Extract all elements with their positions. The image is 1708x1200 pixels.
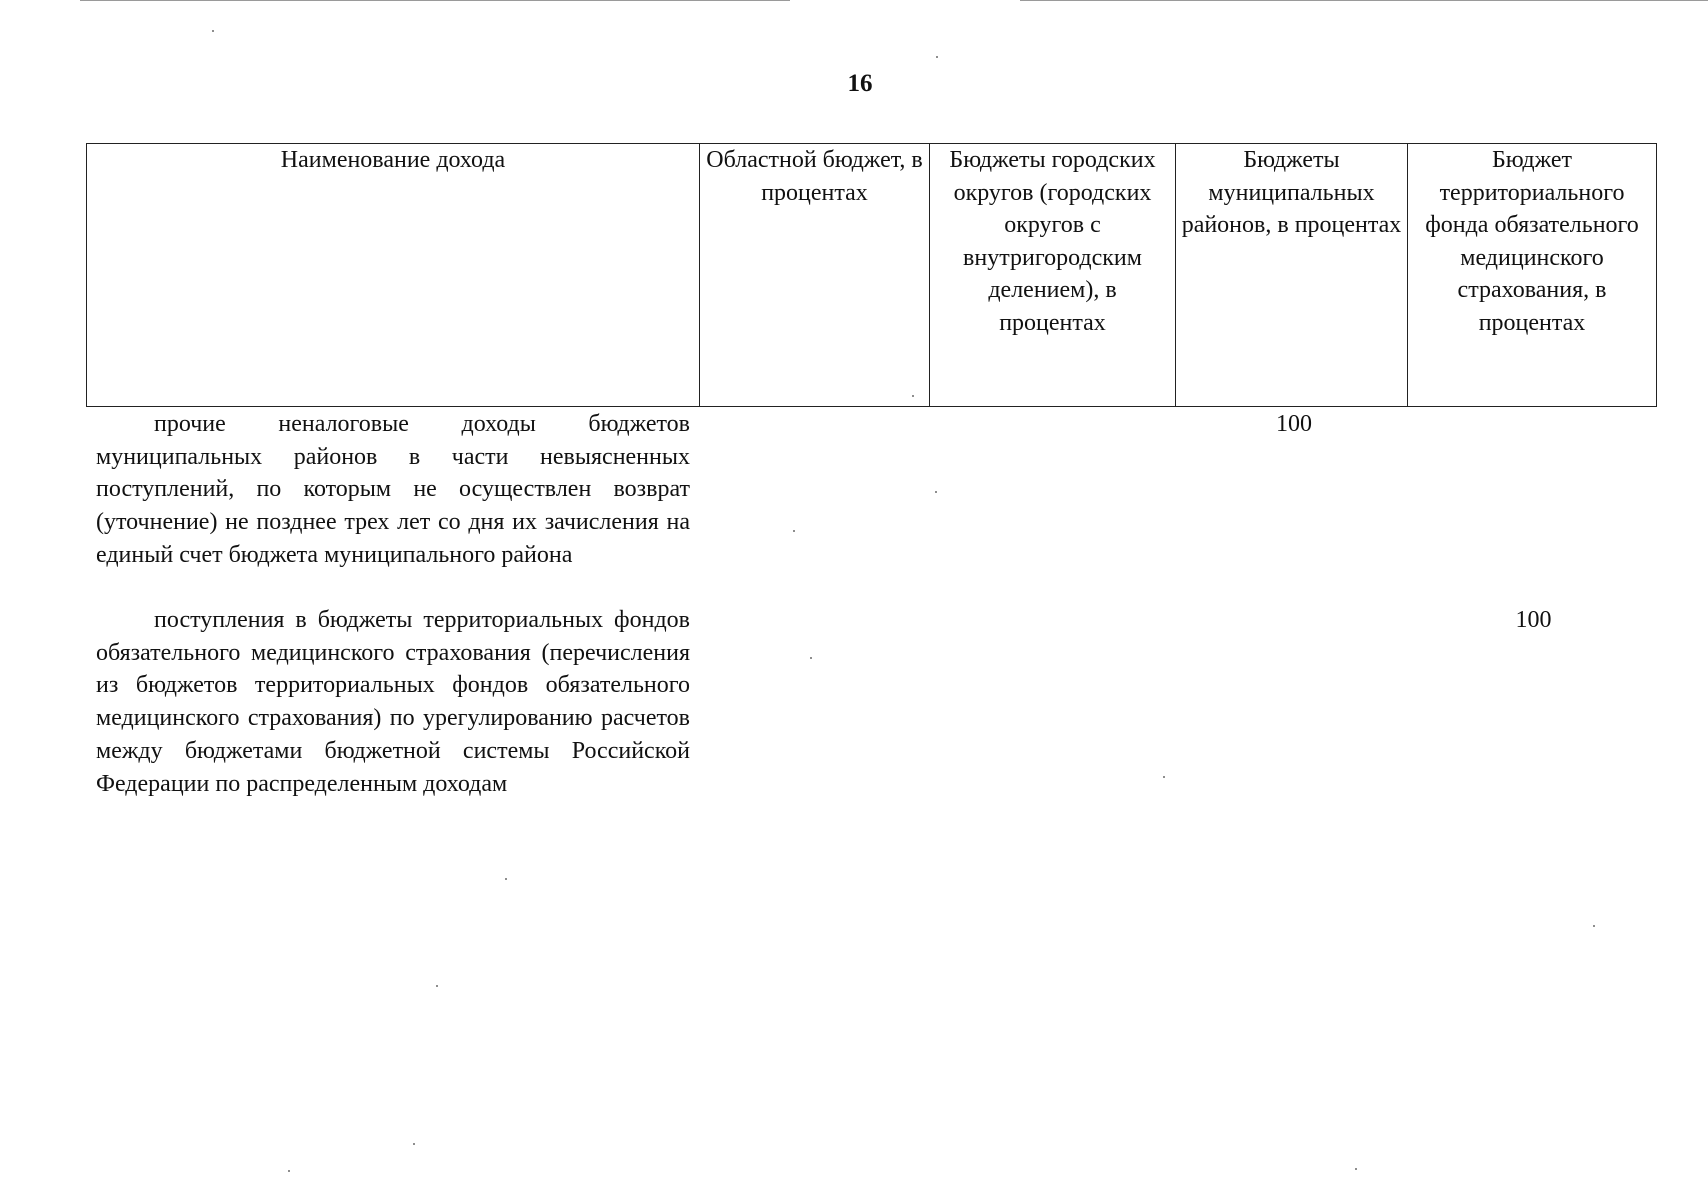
income-table-header: [86, 143, 1657, 407]
income-row-name: поступления в бюджеты территориальных фондов обязательного медицинского страхования (перечисления из бюджетов территориальных фондов обязательного медицинского страхования) по урегулированию расчетов между бюджетами бюджетной системы Российской Федерации по распределенным доходам: [96, 607, 690, 797]
header-regional-budget: Областной бюджет, в процентах: [700, 144, 930, 407]
page-number: 16: [847, 70, 873, 97]
scan-speck: [936, 56, 938, 58]
income-row-municipal-value: 100: [1276, 411, 1312, 437]
scan-speck: [1593, 925, 1595, 927]
scan-speck: [288, 1170, 290, 1172]
scan-speck: [413, 1143, 415, 1145]
scan-speck: [912, 395, 914, 397]
header-income-name: Наименование дохода: [87, 144, 700, 407]
scan-edge-line: [80, 0, 790, 1]
scan-speck: [212, 30, 214, 32]
scan-speck: [436, 985, 438, 987]
scan-edge-line: [1020, 0, 1708, 1]
scan-speck: [1355, 1168, 1357, 1170]
scan-speck: [810, 657, 812, 659]
scan-speck: [793, 530, 795, 532]
scan-speck: [935, 491, 937, 493]
scan-speck: [505, 878, 507, 880]
scan-speck: [1163, 776, 1165, 778]
header-territorial-fund-budget: Бюджет территориального фонда обязательного медицинского страхования, в процентах: [1408, 144, 1657, 407]
income-row-territorial-fund-value: 100: [1515, 607, 1552, 633]
income-row-name: прочие неналоговые доходы бюджетов муниципальных районов в части невыясненных поступлений, по которым не осуществлен возврат (уточнение) не позднее трех лет со дня их зачисления на единый счет бюджета муниципального района: [96, 411, 690, 568]
header-municipal-districts-budgets: Бюджеты муниципальных районов, в процентах: [1176, 144, 1408, 407]
header-city-districts-budgets: Бюджеты городских округов (городских округов с внутригородским делением), в процентах: [930, 144, 1176, 407]
